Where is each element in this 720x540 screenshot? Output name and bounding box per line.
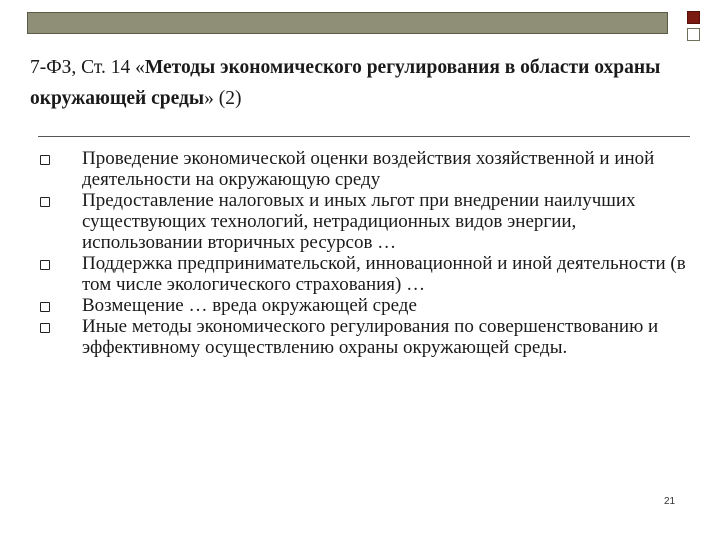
list-item-text: Проведение экономической оценки воздействия хозяйственной и иной деятельности на окружающую среду — [82, 148, 655, 190]
list-item-text: Предоставление налоговых и иных льгот при внедрении наилучших существующих технологий, нетрадиционных видов энергии, использовании вторичных ресурсов … — [82, 190, 636, 253]
square-bullet-icon — [40, 155, 50, 165]
square-bullet-icon — [40, 323, 50, 333]
red-square-icon — [687, 11, 700, 24]
list-item — [40, 316, 690, 358]
header-bar — [27, 12, 668, 34]
list-item-text: Иные методы экономического регулирования по совершенствованию и эффективному осуществлению охраны окружающей среды. — [82, 316, 659, 358]
bullet-list — [40, 148, 690, 358]
list-item — [40, 148, 690, 190]
list-item-text: Возмещение … вреда окружающей среде — [82, 295, 417, 316]
title-divider — [38, 136, 690, 137]
list-item — [40, 253, 690, 295]
list-item — [40, 295, 690, 316]
square-bullet-icon — [40, 260, 50, 270]
square-bullet-icon — [40, 302, 50, 312]
list-item — [40, 190, 690, 253]
white-square-icon — [687, 28, 700, 41]
corner-squares — [676, 8, 716, 48]
slide-title — [30, 52, 670, 114]
square-bullet-icon — [40, 197, 50, 207]
page-number: 21 — [664, 496, 676, 507]
title-bold: Методы экономического регулирования в области охраны окружающей среды — [30, 57, 661, 109]
list-item-text: Поддержка предпринимательской, инновационной и иной деятельности (в том числе экологического страхования) … — [82, 253, 686, 295]
title-suffix: » (2) — [204, 88, 242, 109]
title-prefix: 7-ФЗ, Ст. 14 « — [30, 57, 145, 78]
